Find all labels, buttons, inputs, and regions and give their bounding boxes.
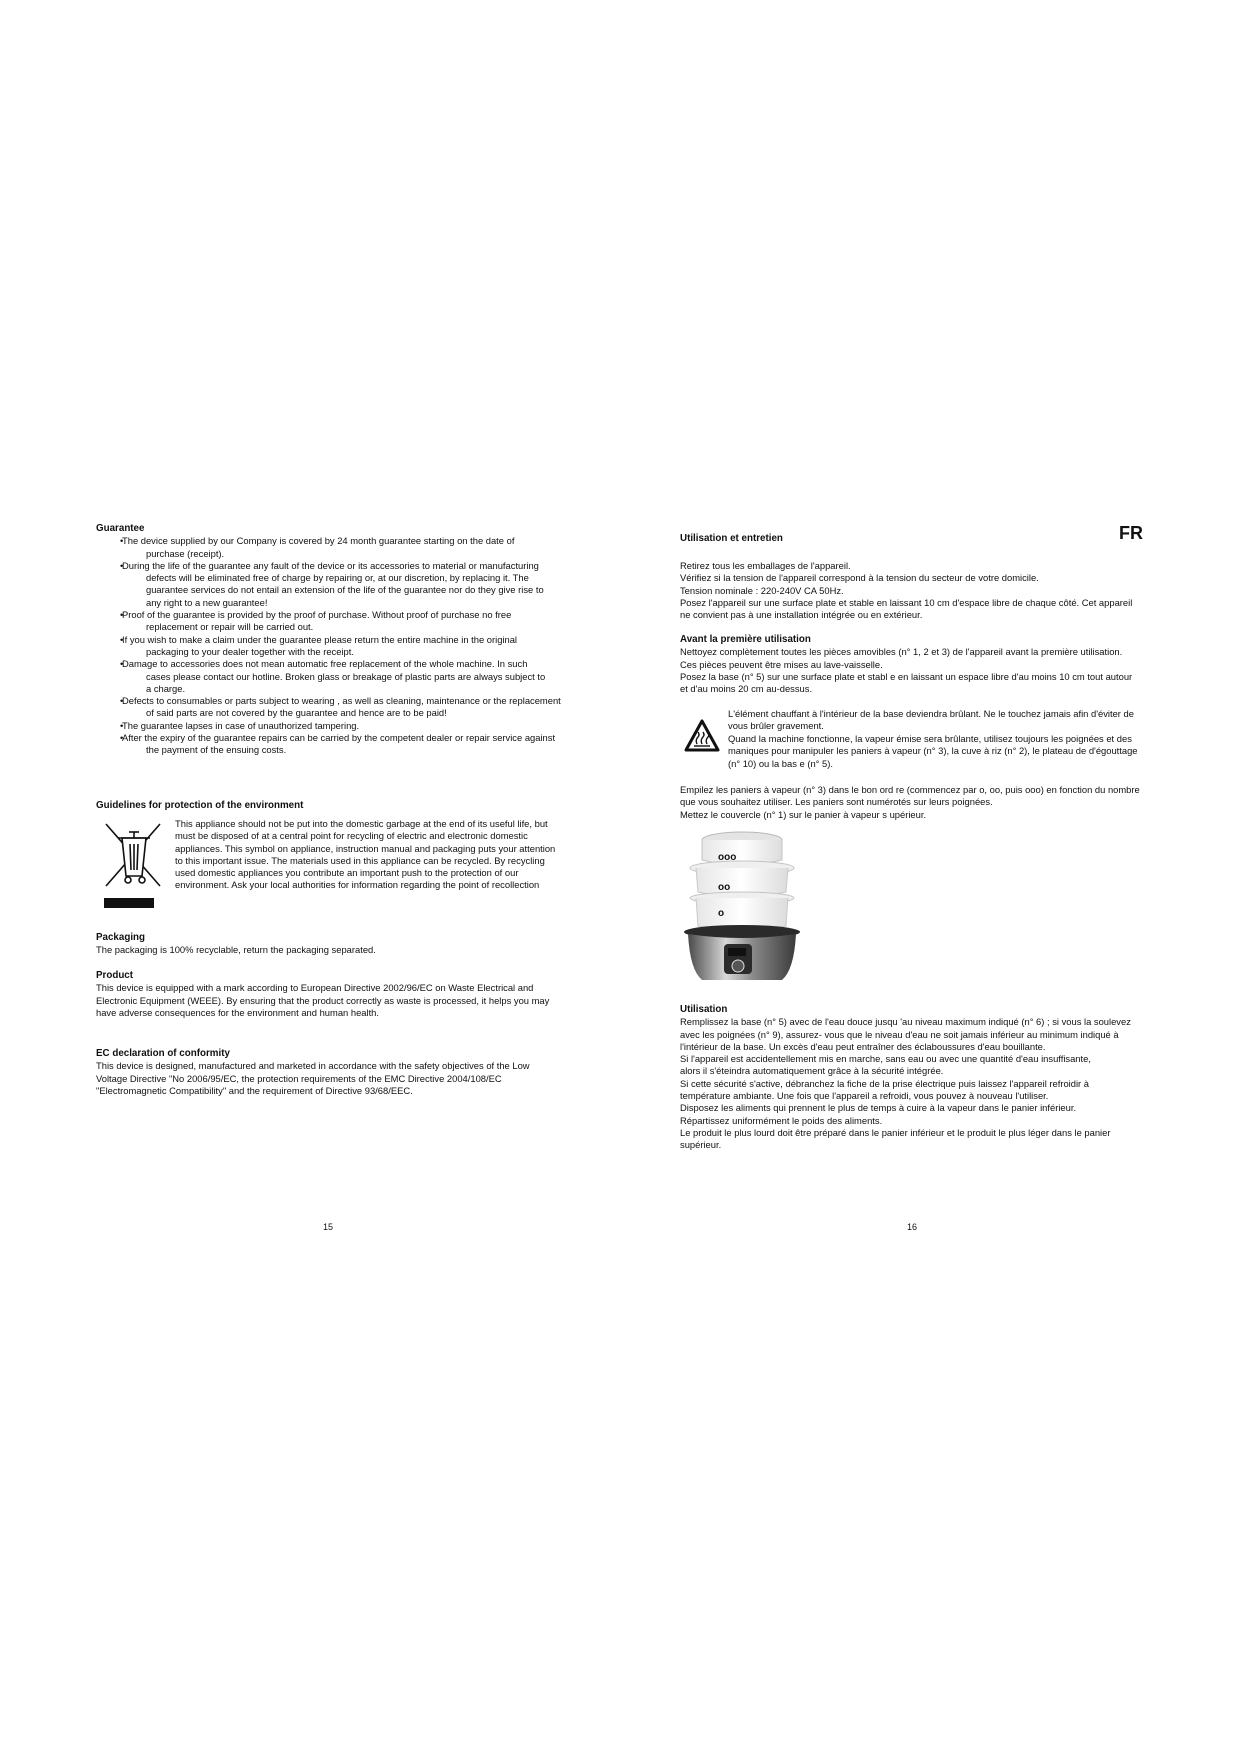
product-title: Product: [96, 970, 134, 981]
utilisation-section: [680, 1004, 1150, 1152]
environment-text: This appliance should not be put into the domestic garbage at the end of its useful life, but must be disposed of at a central point for recycling of electric and electronic domestic appliances. This symbol on appliance, instruction manual and packaging puts your attention to this important issue. The materials used in this appliance can be recycled. By recycling used domestic appliances you contribute an important push to the protection of our environment. Ask your local authorities for information regarding the point of recollection: [175, 818, 556, 891]
basket-label-bottom: o: [718, 908, 725, 919]
utilisation-title: Utilisation: [680, 1004, 728, 1015]
list-item: • Proof of the guarantee is provided by the proof of purchase. Without proof of purchase no free replacement or repair will be carried out.: [96, 609, 546, 634]
intro-line: Vérifiez si la tension de l'appareil correspond à la tension du secteur de votre domicile.: [680, 572, 1039, 584]
guarantee-title: Guarantee: [96, 523, 145, 534]
page-number-right: 16: [907, 1222, 918, 1232]
language-badge: FR: [1119, 523, 1143, 543]
intro-section: [680, 560, 1150, 621]
intro-line: Retirez tous les emballages de l'appareil.: [680, 560, 851, 571]
basket-label-top: ooo: [718, 852, 737, 863]
guarantee-list: [96, 535, 566, 756]
list-item: • The guarantee lapses in case of unauthorized tampering.: [96, 720, 566, 732]
utilisation-line: Disposez les aliments qui prennent le plus de temps à cuire à la vapeur dans le panier inférieur. Répartissez uniformément le poids des aliments.: [680, 1102, 1077, 1126]
stack-line: Mettez le couvercle (n° 1) sur le panier à vapeur s upérieur.: [680, 808, 927, 820]
ec-text: This device is designed, manufactured and marketed in accordance with the safety objectives of the Low Voltage Directive "No 2006/95/EC, the protection requirements of the EMC Directive 2004/108/EC "Electromagnetic Compatibility" and the requirement of Directive 93/68/EEC.: [96, 1060, 530, 1096]
list-item: • The device supplied by our Company is covered by 24 month guarantee starting on the date of purchase (receipt).: [96, 535, 546, 560]
first-use-line: Ces pièces peuvent être mises au lave-vaisselle.: [680, 658, 883, 670]
basket-label-middle: oo: [718, 882, 731, 893]
weee-bin-icon: [104, 820, 164, 910]
packaging-title: Packaging: [96, 932, 146, 943]
stack-line: Empilez les paniers à vapeur (n° 3) dans le bon ord re (commencez par o, oo, puis ooo) en fonction du nombre que vous souhaitez utiliser. Les paniers sont numérotés sur leurs poignées.: [680, 784, 1140, 808]
utilisation-line: Remplissez la base (n° 5) avec de l'eau douce jusqu 'au niveau maximum indiqué (n° 6) ; si vous la soulevez avec les poignées (n° 9), assurez- vous que le niveau d'eau ne soit jamais inférieur au minimum indiqué à l'intérieur de la base. Un excès d'eau peut entraîner des éclaboussures d'eau bouillante.: [680, 1016, 1131, 1052]
first-use-section: [680, 634, 1150, 695]
packaging-text: The packaging is 100% recyclable, return the packaging separated.: [96, 944, 376, 956]
first-use-line: Nettoyez complètement toutes les pièces amovibles (n° 1, 2 et 3) de l'appareil avant la première utilisation.: [680, 646, 1123, 658]
intro-line: Posez l'appareil sur une surface plate et stable en laissant 10 cm d'espace libre de chaque côté. Cet appareil ne convient pas à une installation intégrée ou en extérieur.: [680, 596, 1133, 621]
list-item: • Damage to accessories does not mean automatic free replacement of the whole machine. In such cases please contact our hotline. Broken glass or breakage of plastic parts are always subject to a charge.: [96, 658, 546, 695]
utilisation-line: Le produit le plus lourd doit être préparé dans le panier inférieur et le produit le plus léger dans le panier supérieur.: [680, 1126, 1111, 1151]
ec-section: [96, 1048, 566, 1097]
utilisation-line: Si cette sécurité s'active, débranchez la fiche de la prise électrique puis laissez l'appareil refroidir à température ambiante. Une fois que l'appareil a refroidi, vous pouvez à nouveau l'utiliser.: [680, 1077, 1089, 1102]
intro-line: Tension nominale : 220-240V CA 50Hz.: [680, 584, 844, 596]
packaging-section: [96, 932, 566, 957]
first-use-title: Avant la première utilisation: [680, 634, 811, 645]
steamer-image: [680, 830, 810, 990]
list-item: • Defects to consumables or parts subject to wearing , as well as cleaning, maintenance or the replacement of said parts are not covered by the guarantee and hence are to be paid!: [96, 695, 566, 720]
environment-title: Guidelines for protection of the environment: [96, 800, 304, 811]
usage-title: Utilisation et entretien: [680, 533, 783, 544]
list-item: • If you wish to make a claim under the guarantee please return the entire machine in the original packaging to your dealer together with the receipt.: [96, 634, 546, 659]
warning-heating-element: L'élément chauffant à l'intérieur de la base deviendra brûlant. Ne le touchez jamais afin d'éviter de vous brûler gravement.: [728, 708, 1134, 732]
page-number-left: 15: [323, 1222, 334, 1232]
ec-title: EC declaration of conformity: [96, 1048, 230, 1059]
stacking-instructions: [680, 784, 1150, 821]
list-item: • During the life of the guarantee any fault of the device or its accessories to material or manufacturing defects will be eliminated free of charge by repairing or, at our discretion, by replacing it. The guarantee services do not entail an extension of the life of the guarantee nor do they give rise to any right to a new guarantee!: [96, 560, 546, 609]
utilisation-line: Si l'appareil est accidentellement mis en marche, sans eau ou avec une quantité d'eau insuffisante, alors il s'éteindra automatiquement grâce à la sécurité intégrée.: [680, 1053, 1091, 1077]
product-text: This device is equipped with a mark according to European Directive 2002/96/EC on Waste Electrical and Electronic Equipment (WEEE). By ensuring that the product correctly as waste is processed, it helps you may have adverse consequences for the environment and human health.: [96, 982, 550, 1018]
guarantee-section: [96, 523, 566, 757]
hot-surface-warning-icon: [684, 718, 720, 754]
list-item: • After the expiry of the guarantee repairs can be carried by the competent dealer or repair service against the payment of the ensuing costs.: [96, 732, 566, 757]
first-use-line: Posez la base (n° 5) sur une surface plate et stabl e en laissant un espace libre d'au moins 10 cm tout autour et d'au moins 20 cm au-dessus.: [680, 670, 1133, 695]
product-section: [96, 970, 566, 1019]
warning-steam: Quand la machine fonctionne, la vapeur émise sera brûlante, utilisez toujours les poignées et des maniques pour manipuler les paniers à vapeur (n° 3), la cuve à riz (n° 2), le plateau de d'égouttage (n° 10) ou la bas e (n° 5).: [728, 733, 1138, 769]
